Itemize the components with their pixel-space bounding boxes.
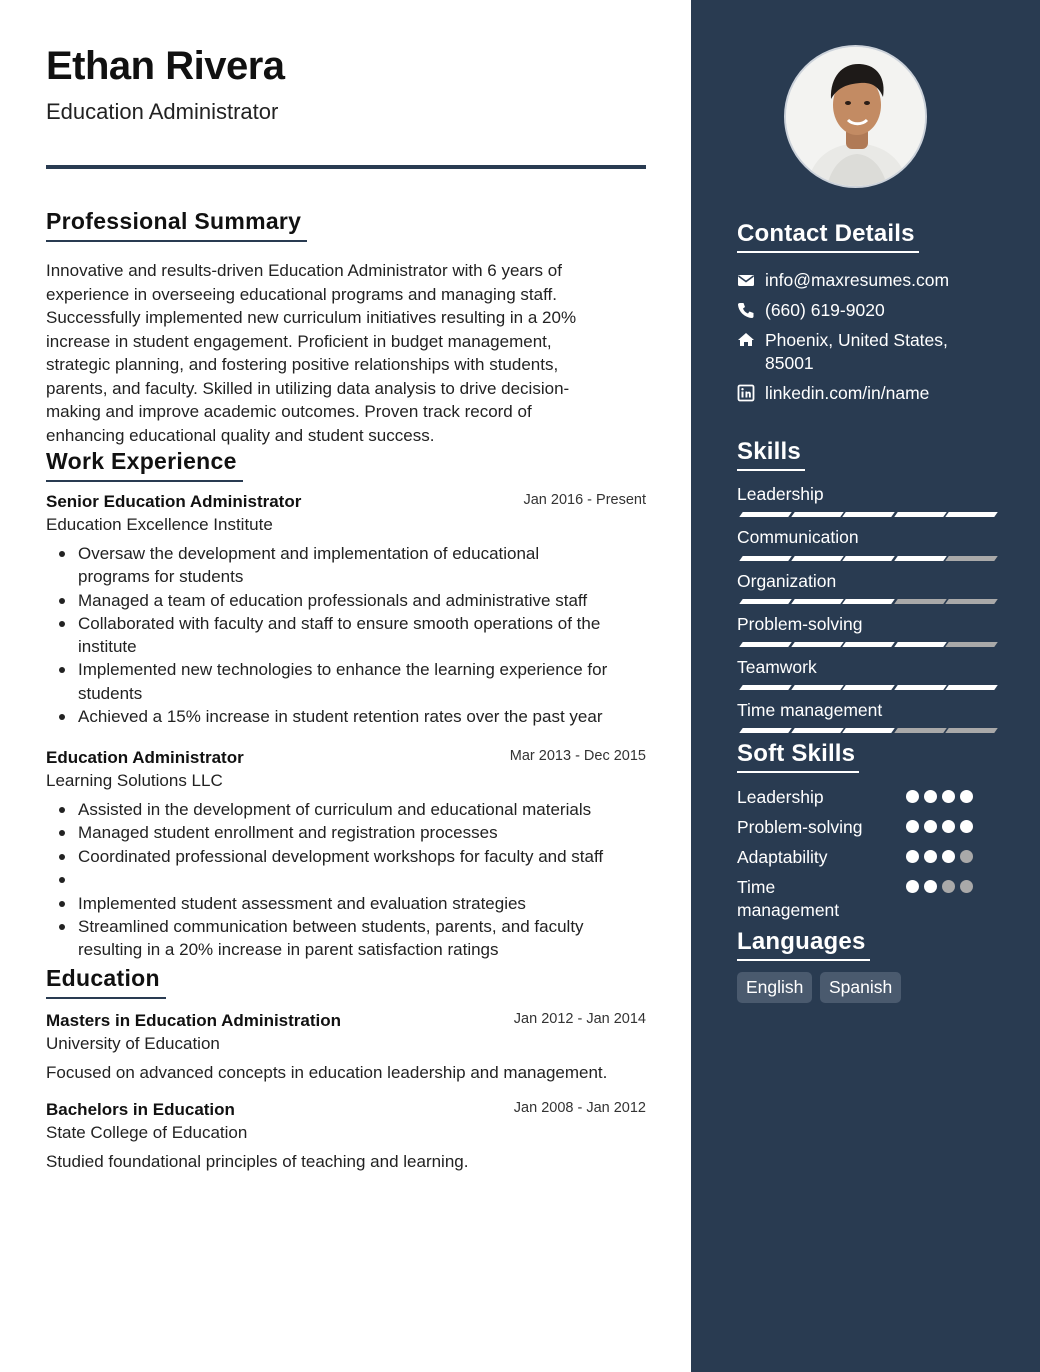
skill-bar-segment: [894, 728, 947, 733]
home-icon: [737, 331, 755, 349]
skill-name: Organization: [737, 571, 837, 591]
summary-line: Innovative and results-driven Education Administrator with 6 years of: [46, 261, 562, 280]
skill-bar-segment: [842, 728, 895, 733]
summary-line: increase in student engagement. Proficient in budget management,: [46, 331, 552, 351]
bullet-line: Oversaw the development and implementation of educational: [78, 544, 540, 563]
envelope-icon: [737, 271, 755, 289]
skill-bar-segment: [791, 556, 844, 561]
soft-skill-dot: [960, 820, 973, 833]
bullet-line: institute: [78, 637, 137, 657]
job-organization: Education Excellence Institute: [46, 515, 273, 534]
education-date: Jan 2008 - Jan 2012: [513, 1100, 646, 1116]
skill-bar-segment: [739, 642, 792, 647]
bullet-line: Assisted in the development of curriculum and educational materials: [78, 800, 592, 819]
job-date: Jan 2016 - Present: [523, 492, 646, 508]
soft-skill-dot: [924, 820, 937, 833]
education-description: Focused on advanced concepts in education leadership and management.: [46, 1063, 608, 1082]
skill-bar-segment: [791, 599, 844, 604]
skill-bar: [737, 728, 993, 735]
soft-skill-line: Problem-solving: [737, 817, 863, 837]
soft-skill-rating: [906, 790, 986, 804]
skill-bar-segment: [842, 642, 895, 647]
skill-bar-segment: [842, 512, 895, 517]
soft-skill-dot: [960, 880, 973, 893]
soft-skill-line: management: [737, 900, 840, 920]
candidate-name: Ethan Rivera: [46, 44, 285, 88]
soft-skill-dot: [942, 790, 955, 803]
skill-bar-segment: [894, 599, 947, 604]
education-item: [46, 1100, 646, 1172]
section-title-contact: Contact Details: [737, 220, 915, 247]
bullet-item: [46, 798, 646, 821]
soft-skill-dot: [906, 880, 919, 893]
school-name: State College of Education: [46, 1123, 248, 1142]
soft-skill-name: [737, 876, 887, 922]
skill-bar-segment: [739, 599, 792, 604]
skill-name: Teamwork: [737, 657, 817, 677]
experience-item: [46, 492, 646, 728]
soft-skill-dot: [942, 850, 955, 863]
linkedin-icon: [737, 384, 755, 402]
summary-line: parents, and faculty. Skilled in utilizing data analysis to drive decision-: [46, 378, 570, 398]
job-title: Senior Education Administrator: [46, 492, 302, 511]
skill-name: Leadership: [737, 484, 824, 504]
candidate-role: Education Administrator: [46, 99, 279, 124]
bullet-line: Managed a team of education professionals and administrative staff: [78, 590, 588, 610]
summary-line: experience in overseeing educational programs and managing staff.: [46, 284, 557, 304]
contact-location: [737, 329, 997, 375]
section-title-soft-skills: Soft Skills: [737, 740, 856, 767]
bullet-line: Managed student enrollment and registration processes: [78, 823, 498, 843]
soft-skill-name: [737, 816, 887, 839]
bullet-spacer: [46, 868, 646, 892]
skill-bar-segment: [894, 685, 947, 690]
soft-skill-rating: [906, 850, 986, 864]
soft-skill-rating: [906, 880, 986, 894]
skill-bar: [737, 599, 993, 606]
education-description: Studied foundational principles of teaching and learning.: [46, 1152, 469, 1171]
profile-portrait-image: [786, 47, 927, 188]
skill-bar-segment: [791, 642, 844, 647]
header-divider: [46, 165, 646, 169]
skill-bar-segment: [739, 556, 792, 561]
phone-icon: [737, 301, 755, 319]
skill-bar-segment: [894, 642, 947, 647]
soft-skill-dot: [942, 880, 955, 893]
skill-bar-segment: [945, 556, 998, 561]
bullet-item: [46, 612, 646, 659]
school-name: University of Education: [46, 1034, 220, 1053]
soft-skill-line: Time: [737, 877, 776, 897]
skill-bar-segment: [945, 642, 998, 647]
education-item: [46, 1011, 646, 1083]
section-title-skills: Skills: [737, 438, 801, 465]
section-title-education: Education: [46, 965, 160, 995]
contact-location-line: 85001: [765, 353, 814, 373]
education-date: Jan 2012 - Jan 2014: [513, 1011, 646, 1027]
bullet-line: programs for students: [78, 567, 244, 587]
bullet-line: Achieved a 15% increase in student retention rates over the past year: [78, 707, 603, 727]
skill-name: Communication: [737, 527, 859, 547]
skill-bar-segment: [739, 728, 792, 733]
job-title: Education Administrator: [46, 748, 244, 767]
bullet-line: Implemented new technologies to enhance the learning experience for: [78, 660, 608, 680]
bullet-line: Implemented student assessment and evaluation strategies: [78, 893, 526, 913]
profile-photo: [784, 45, 927, 188]
soft-skill-dot: [906, 820, 919, 833]
summary-text: [46, 259, 646, 447]
soft-skill-rating: [906, 820, 986, 834]
skill-bar-segment: [945, 512, 998, 517]
soft-skill-dot: [924, 880, 937, 893]
section-title-experience: Work Experience: [46, 448, 237, 478]
job-date: Mar 2013 - Dec 2015: [509, 748, 646, 764]
experience-item: [46, 748, 646, 962]
skill-name: Time management: [737, 700, 883, 720]
skill-bar-segment: [842, 685, 895, 690]
contact-linkedin-text: linkedin.com/in/name: [765, 383, 930, 403]
soft-skill-dot: [942, 820, 955, 833]
skill-bar: [737, 642, 993, 649]
skill-bar-segment: [894, 512, 947, 517]
skill-name: Problem-solving: [737, 614, 863, 634]
soft-skill-dot: [906, 790, 919, 803]
bullet-item: [46, 821, 646, 844]
summary-line: enhancing educational quality and student success.: [46, 425, 435, 445]
skill-bar-segment: [894, 556, 947, 561]
language-tag: Spanish: [820, 972, 901, 1003]
soft-skill-dot: [960, 850, 973, 863]
bullet-item: [46, 705, 646, 728]
skill-bar-segment: [842, 599, 895, 604]
section-title-languages: Languages: [737, 928, 866, 955]
soft-skill-dot: [924, 850, 937, 863]
skill-bar-segment: [791, 685, 844, 690]
contact-location-line: Phoenix, United States,: [765, 330, 948, 350]
skill-bar-segment: [945, 728, 998, 733]
contact-email[interactable]: [737, 269, 997, 292]
soft-skill-dot: [960, 790, 973, 803]
skill-bar-segment: [739, 512, 792, 517]
skill-bar: [737, 556, 993, 563]
bullet-line: Collaborated with faculty and staff to ensure smooth operations of the: [78, 613, 601, 633]
bullet-item: [46, 589, 646, 612]
skill-bar: [737, 512, 993, 519]
skill-bar-segment: [842, 556, 895, 561]
summary-line: strategic planning, and fostering positive relationships with students,: [46, 355, 559, 374]
skill-bar-segment: [945, 599, 998, 604]
bullet-item: [46, 845, 646, 868]
bullet-line: Streamlined communication between students, parents, and faculty: [78, 917, 584, 937]
contact-email-text: info@maxresumes.com: [765, 270, 950, 290]
bullet-item: [46, 658, 646, 705]
degree-title: Bachelors in Education: [46, 1100, 235, 1119]
bullet-item: [46, 892, 646, 915]
job-bullets: [46, 542, 646, 728]
language-tag: English: [737, 972, 812, 1003]
soft-skill-name: [737, 846, 887, 869]
bullet-item: [46, 542, 646, 589]
bullet-line: students: [78, 683, 143, 703]
degree-title: Masters in Education Administration: [46, 1011, 342, 1030]
contact-phone[interactable]: [737, 299, 997, 322]
soft-skill-dot: [906, 850, 919, 863]
skill-bar-segment: [945, 685, 998, 690]
soft-skill-line: Adaptability: [737, 847, 828, 867]
summary-line: making and improve academic outcomes. Proven track record of: [46, 402, 532, 421]
soft-skill-name: [737, 786, 887, 809]
contact-phone-text: (660) 619-9020: [765, 300, 885, 320]
summary-line: Successfully implemented new curriculum initiatives resulting in a 20%: [46, 308, 577, 327]
bullet-item: [46, 915, 646, 962]
section-title-summary: Professional Summary: [46, 208, 301, 238]
job-organization: Learning Solutions LLC: [46, 771, 223, 790]
bullet-line: Coordinated professional development workshops for faculty and staff: [78, 846, 604, 866]
skill-bar: [737, 685, 993, 692]
contact-linkedin[interactable]: [737, 382, 997, 405]
job-bullets: [46, 798, 646, 962]
skill-bar-segment: [791, 512, 844, 517]
bullet-line: resulting in a 20% increase in parent satisfaction ratings: [78, 940, 499, 960]
skill-bar-segment: [739, 685, 792, 690]
soft-skill-line: Leadership: [737, 787, 824, 807]
soft-skill-dot: [924, 790, 937, 803]
skill-bar-segment: [791, 728, 844, 733]
